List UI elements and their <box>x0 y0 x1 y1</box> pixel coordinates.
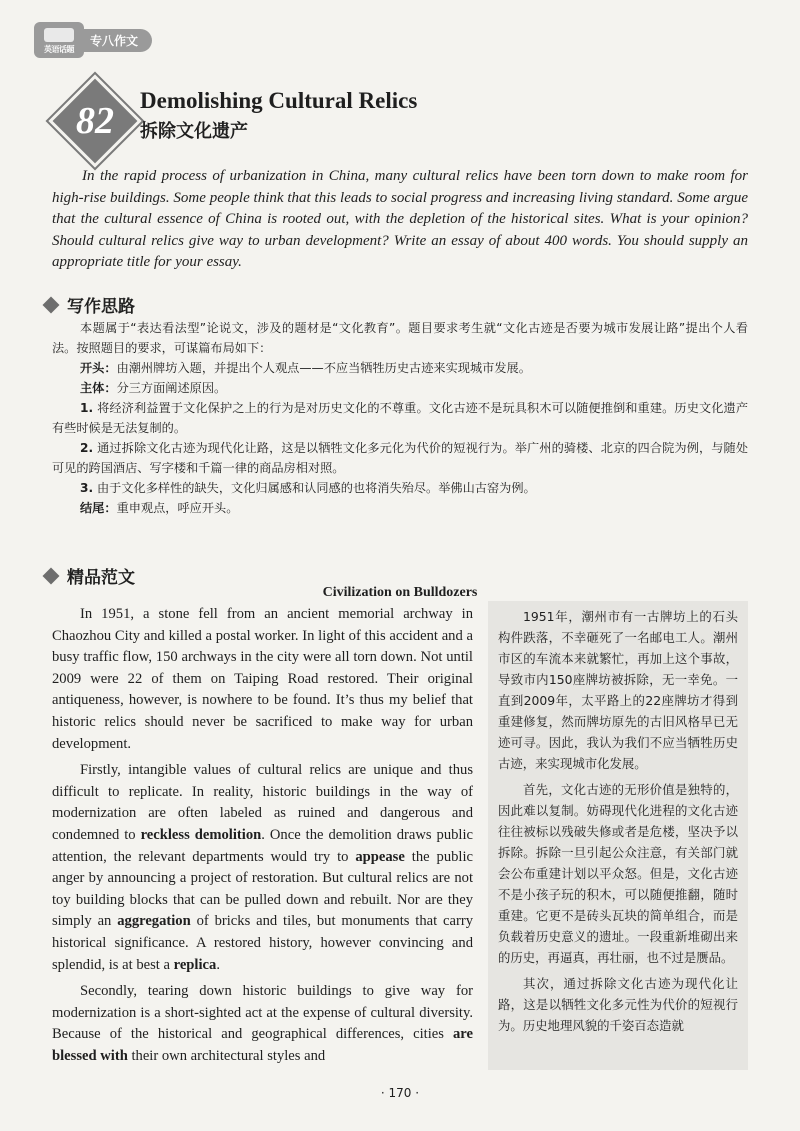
essay-text: of bricks and tiles, but monuments that carry historical significance. A restored history, however convincing and splendid, is at best a <box>52 913 474 973</box>
open-book-icon <box>44 28 74 42</box>
translation-paragraph-3: 其次，通过拆除文化古迹为现代化让路，这是以牺牲文化多元性为代价的短视行为。历史地理风貌的千姿百态造就 <box>498 976 738 1033</box>
point-3-text: 由于文化多样性的缺失，文化归属感和认同感的也将消失殆尽。举佛山古窑为例。 <box>97 481 536 495</box>
essay-text: the public anger by announcing a project of restoration. But cultural relics are not toy building blocks that can be pulled down and rebuilt. Nor are they simply an <box>52 848 473 930</box>
essay-text: . <box>216 956 220 973</box>
series-name: 专八作文 <box>80 29 152 52</box>
approach-point-2 <box>52 438 748 478</box>
essay-prompt: In the rapid process of urbanization in China, many cultural relics have been torn down to make room for high-rise buildings. Some people think that this leads to social progress and increasing living standard. Some argue that the cultural essence of China is rooted out, with the depletion of the historical sites. What is your opinion? Should cultural relics give way to urban development? Write an essay of about 400 words. You should supply an appropriate title for your essay. <box>52 168 748 271</box>
approach-ending <box>52 498 748 518</box>
body-label: 主体： <box>80 381 117 395</box>
essay-text: . Once the demolition draws public attention, the relevant departments would try to <box>52 826 474 865</box>
diamond-bullet-icon <box>43 296 60 313</box>
approach-opening <box>52 358 748 378</box>
essay-title: Civilization on Bulldozers <box>322 585 478 600</box>
diamond-bullet-icon <box>43 567 60 584</box>
section-heading-text: 写作思路 <box>67 297 135 317</box>
section-heading-approach <box>42 292 135 317</box>
translation-box <box>488 601 748 1070</box>
book-logo-icon <box>34 22 84 58</box>
ending-label: 结尾： <box>80 501 117 515</box>
essay-paragraph-1: In 1951, a stone fell from an ancient memorial archway in Chaozhou City and killed a postal worker. In light of this accident and a busy traffic flow, 150 archways in the city were all torn down. Not until 2009 were 22 of them on Taiping Road restored. Their original antiqueness, however, is nowhere to be found. It’s thus my belief that historic relics should never be sacrificed to make way for urban development. <box>52 606 473 752</box>
point-2-number: 2. <box>80 441 94 455</box>
sample-essay <box>52 604 473 1072</box>
approach-point-1 <box>52 398 748 438</box>
series-logo-text: 英语话题 <box>44 45 74 54</box>
writing-approach <box>52 318 748 518</box>
essay-paragraph-3 <box>52 981 473 1067</box>
point-1-text: 将经济利益置于文化保护之上的行为是对历史文化的不尊重。文化古迹不是玩具积木可以随便推倒和重建。历史文化遗产有些时候是无法复制的。 <box>52 401 749 435</box>
opening-text: 由潮州牌坊入题，并提出个人观点——不应当牺牲历史古迹来实现城市发展。 <box>116 361 531 375</box>
keyword: are blessed with <box>52 1026 473 1064</box>
page-number: · 170 · <box>380 1086 420 1100</box>
essay-text: their own architectural styles and <box>127 1047 326 1064</box>
keyword: aggregation <box>117 913 191 930</box>
point-2-text: 通过拆除文化古迹为现代化让路，这是以牺牲文化多元化为代价的短视行为。举广州的骑楼、北京的四合院为例，与随处可见的跨国酒店、写字楼和千篇一律的商品房相对照。 <box>52 441 749 475</box>
ending-text: 重申观点，呼应开头。 <box>116 501 239 515</box>
opening-label: 开头： <box>80 361 117 375</box>
point-1-number: 1. <box>80 401 94 415</box>
approach-point-3 <box>52 478 748 498</box>
essay-paragraph-2 <box>52 760 473 976</box>
body-text: 分三方面阐述原因。 <box>116 381 227 395</box>
section-heading-text: 精品范文 <box>67 568 135 588</box>
translation-paragraph-2: 首先，文化古迹的无形价值是独特的，因此难以复制。妨碍现代化进程的文化古迹往往被标以残破失修或者是危楼，坚决予以拆除。拆除一旦引起公众注意，有关部门就会公布重建计划以平众怒。但是，文化古迹不是小孩子玩的积木，可以随便推翻，随时重建。它更不是砖头瓦块的简单组合，而是负载着历史意义的遗址。一段重新堆砌出来的历史，再逼真，再壮丽，也不过是赝品。 <box>498 782 738 965</box>
series-tag <box>34 22 152 58</box>
point-3-number: 3. <box>80 481 94 495</box>
keyword: appease <box>355 848 405 865</box>
keyword: reckless demolition <box>140 826 262 843</box>
keyword: replica <box>173 956 217 973</box>
topic-title-en: Demolishing Cultural Relics <box>140 88 418 113</box>
section-heading-sample <box>42 563 135 588</box>
essay-text: Secondly, tearing down historic buildings to give way for modernization is a short-sighted act at the expense of cultural diversity. Because of the historical and geographical differences, cities <box>52 983 473 1043</box>
topic-number: 82 <box>76 100 114 142</box>
approach-intro: 本题属于“表达看法型”论说文，涉及的题材是“文化教育”。题目要求考生就“文化古迹是否要为城市发展让路”提出个人看法。按照题目的要求，可谋篇布局如下： <box>52 321 748 355</box>
topic-title-zh: 拆除文化遗产 <box>140 121 248 142</box>
essay-text: Firstly, intangible values of cultural relics are unique and thus difficult to replicate. In reality, historic buildings in the way of modernization are often labeled as ruined and dangerous and condemned to <box>52 762 473 843</box>
translation-paragraph-1: 1951年，潮州市有一古牌坊上的石头构件跌落，不幸砸死了一名邮电工人。潮州市区的车流本来就繁忙，再加上这个事故，导致市内150座牌坊被拆除，无一幸免。一直到2009年，太平路上的22座牌坊才得到重建修复，然而牌坊原先的古旧风格早已无迹可寻。因此，我认为我们不应当牺牲历史古迹，来实现城市化发展。 <box>498 609 738 771</box>
approach-body <box>52 378 748 398</box>
topic-number-badge <box>52 78 138 164</box>
